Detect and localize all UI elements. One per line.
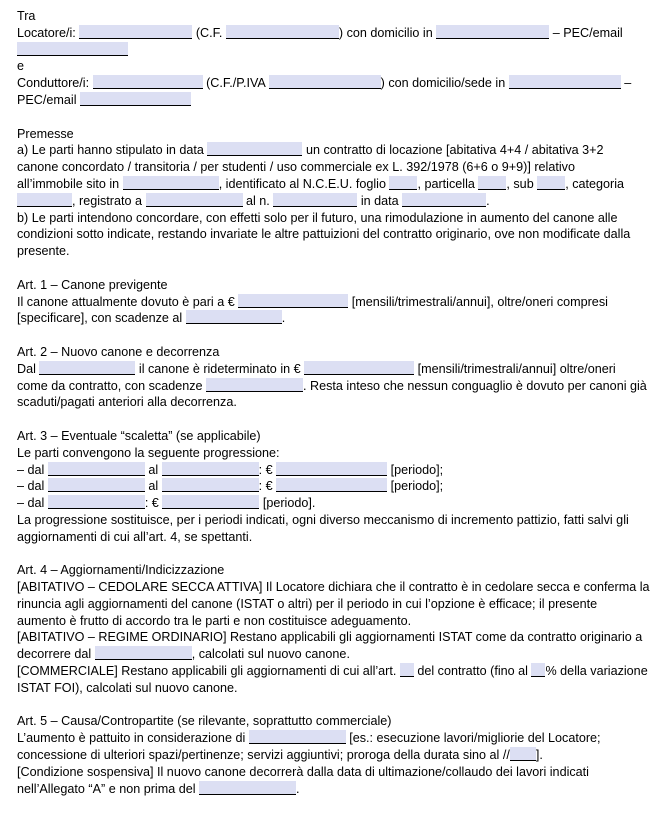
art3-end1 [17,512,661,529]
art4-line4 [17,629,661,646]
locatore-pec-label: – PEC/email [552,25,623,40]
conduttore-dash: – [624,76,632,91]
art4-l6b-text: del contratto (fino al [417,664,528,679]
art2-title [17,344,661,361]
premesse-a3c-text: , particella [417,176,475,191]
art2-l3-text: scaduti/pagati anteriori alla decorrenza. [17,395,237,410]
art1-title-text: Art. 1 – Canone previgente [17,277,168,292]
locatore-domicilio-field[interactable] [436,25,549,39]
art5-title-text: Art. 5 – Causa/Contropartite (se rilevante, soprattutto commerciale) [17,714,392,729]
art4-l6c-text: % della variazione [545,664,648,679]
current-rent-field[interactable] [238,294,348,308]
conduttore-pec-label: PEC/email [17,92,77,107]
conduttore-line [17,75,661,92]
art3-end1-text: La progressione sostituisce, per i periodi indicati, ogni diverso meccanismo di incremento pattizio, fatti salvi gli [17,512,629,527]
art2-l2a-text: come da contratto, con scadenze [17,378,203,393]
istat-percent-field[interactable] [531,663,545,677]
registration-number-field[interactable] [273,193,357,207]
step3-euro-label: : € [144,496,159,511]
locatore-line [17,25,661,42]
premesse-b-line2 [17,226,661,243]
art1-l1b-text: [mensili/trimestrali/annui], oltre/oneri compresi [351,294,608,309]
conduttore-pec-field[interactable] [80,92,191,106]
art4-line2 [17,596,661,613]
premesse-a4b-text: al n. [246,193,270,208]
step1-euro-label: : € [258,462,273,477]
step2-euro-label: : € [258,479,273,494]
art1-l2b-text: . [281,311,286,326]
art5-title [17,713,661,730]
step1-dal-label: – dal [17,462,45,477]
earliest-date-field[interactable] [199,781,296,795]
new-rent-amount-field[interactable] [304,361,414,375]
art1-line1 [17,294,661,311]
article-number-field[interactable] [400,663,414,677]
particella-field[interactable] [478,176,506,190]
art5-l1b-text: [es.: esecuzione lavori/migliorie del Locatore; [349,731,601,746]
e-line [17,58,661,75]
premesse-a3e-text: , categoria [565,176,625,191]
premesse-a3b-text: , identificato al N.C.E.U. foglio [218,176,386,191]
premesse-b2-text: condizioni sotto indicate, restando invariate le altre pattuizioni del contratto originario, ove non modificate dalla [17,227,631,242]
premesse-a4c-text: in data [360,193,399,208]
premesse-b1-text: b) Le parti intendono concordare, con effetti solo per il futuro, una rimodulazione in aumento del canone alle [17,210,618,225]
step3-period-label: [periodo]. [262,496,316,511]
locatore-label: Locatore/i: [17,25,76,40]
art5-l4b-text: . [296,781,300,796]
art4-l4-text: [ABITATIVO – REGIME ORDINARIO] Restano applicabili gli aggiornamenti ISTAT come da contratto originario a [17,630,643,645]
art2-title-text: Art. 2 – Nuovo canone e decorrenza [17,344,220,359]
art3-end2-text: aggiornamenti di cui all’art. 4, se spettanti. [17,529,253,544]
conduttore-cfpiva-field[interactable] [269,75,381,89]
art4-line5 [17,646,661,663]
step-row-2 [17,478,661,495]
art4-line1 [17,579,661,596]
step2-to-field[interactable] [162,478,259,492]
art3-title-text: Art. 3 – Eventuale “scaletta” (se applicabile) [17,428,261,443]
extension-date-field[interactable] [510,747,536,761]
premesse-a1-text: a) Le parti hanno stipulato in data [17,143,204,158]
art3-end2 [17,529,661,546]
sub-field[interactable] [537,176,565,190]
locatore-name-field[interactable] [79,25,192,39]
art4-l5b-text: , calcolati sul nuovo canone. [191,647,350,662]
current-rent-due-field[interactable] [186,310,282,324]
art5-l2a-text: concessione di ulteriori spazi/pertinenze; servizi aggiuntivi; proroga della durata sino al // [17,748,510,763]
art4-title [17,562,661,579]
registrato-field[interactable] [146,193,243,207]
art3-title [17,428,661,445]
art4-l7-text: ISTAT FOI), calcolati sul nuovo canone. [17,680,238,695]
art4-line6 [17,663,661,680]
step2-dal-label: – dal [17,479,45,494]
step-row-1 [17,462,661,479]
premesse-title [17,126,661,143]
locatore-cf-label: (C.F. [195,25,223,40]
step1-to-field[interactable] [162,462,259,476]
registration-date-field[interactable] [402,193,486,207]
consideration-field[interactable] [249,730,346,744]
art1-l2a-text: [specificare], con scadenze al [17,311,183,326]
art5-line2 [17,747,661,764]
art2-line3 [17,394,661,411]
conduttore-label: Conduttore/i: [17,76,90,91]
art1-l1a-text: Il canone attualmente dovuto è pari a € [17,294,235,309]
premesse-a4d-text: . [486,193,490,208]
art1-line2 [17,310,661,327]
art2-line2 [17,378,661,395]
art4-line7 [17,680,661,697]
new-rent-start-field[interactable] [39,361,135,375]
art4-title-text: Art. 4 – Aggiornamenti/Indicizzazione [17,563,225,578]
art5-line4 [17,781,661,798]
art5-l1a-text: L’aumento è pattuito in considerazione di [17,731,246,746]
art2-line1 [17,361,661,378]
art3-intro [17,445,661,462]
art4-l1-text: [ABITATIVO – CEDOLARE SECCA ATTIVA] Il Locatore dichiara che il contratto è in cedolare secca e conferma la [17,580,650,595]
e-text: e [17,59,25,74]
step-row-3 [17,495,661,512]
art1-title [17,277,661,294]
locatore-domicilio-label: ) con domicilio in [338,25,433,40]
step2-amount-field[interactable] [276,478,387,492]
premesse-b-line3 [17,243,661,260]
premesse-title-text: Premesse [17,126,74,141]
premesse-a1b-text: un contratto di locazione [abitativa 4+4 / abitativa 3+2 [305,143,604,158]
art4-l5a-text: decorrere dal [17,647,92,662]
tra-text: Tra [17,9,36,23]
premesse-a4a-text: , registrato a [72,193,142,208]
step2-al-label: al [148,479,159,494]
istat-start-field[interactable] [95,646,192,660]
locatore-cf-field[interactable] [226,25,339,39]
art2-l1b-text: il canone è rideterminato in € [138,361,301,376]
locatore-pec-field[interactable] [17,42,128,56]
step1-amount-field[interactable] [276,462,387,476]
step1-from-field[interactable] [48,462,145,476]
art5-line3 [17,764,661,781]
conduttore-name-field[interactable] [93,75,203,89]
art5-l4a-text: nell’Allegato “A” e non prima del [17,781,196,796]
art4-l6a-text: [COMMERCIALE] Restano applicabili gli aggiornamenti di cui all’art. [17,664,397,679]
art5-l3-text: [Condizione sospensiva] Il nuovo canone decorrerà dalla data di ultimazione/collaudo dei lavori indicati [17,764,589,779]
premesse-a3a-text: all’immobile sito in [17,176,120,191]
step2-from-field[interactable] [48,478,145,492]
art2-l2b-text: . Resta inteso che nessun conguaglio è dovuto per canoni già [303,378,647,393]
contract-date-field[interactable] [207,142,302,156]
step3-from-field[interactable] [48,495,145,509]
art5-l2b-text: ]. [535,748,543,763]
premesse-b3-text: presente. [17,244,70,259]
art4-l2-text: rinuncia agli aggiornamenti del canone (ISTAT o altri) per il periodo in cui l’opzione è efficace; il presente [17,596,598,611]
step1-al-label: al [148,462,159,477]
premesse-a3d-text: , sub [506,176,534,191]
step3-amount-field[interactable] [162,495,259,509]
property-address-field[interactable] [123,176,219,190]
step3-dal-label: – dal [17,496,45,511]
step1-period-label: [periodo]; [390,462,444,477]
premesse-a-line3 [17,176,661,193]
premesse-a-line2 [17,159,661,176]
locatore-pec-line [17,42,661,59]
art4-line3 [17,613,661,630]
foglio-field[interactable] [389,176,417,190]
conduttore-domicilio-field[interactable] [509,75,621,89]
conduttore-cfpiva-label: (C.F./P.IVA [206,76,266,91]
premesse-a2-text: canone concordato / transitoria / per studenti / uso commerciale ex L. 392/1978 (6+6 o 9+9)] relativo [17,160,575,175]
conduttore-domicilio-label: ) con domicilio/sede in [380,76,506,91]
art3-intro-text: Le parti convengono la seguente progressione: [17,445,280,460]
premesse-a-line1 [17,142,661,159]
art4-l3-text: aumento è frutto di accordo tra le parti e non costituisce adeguamento. [17,613,412,628]
new-rent-due-field[interactable] [206,378,303,392]
art2-l1c-text: [mensili/trimestrali/annui] oltre/oneri [417,361,616,376]
premesse-b-line1 [17,210,661,227]
categoria-field[interactable] [17,193,72,207]
art5-line1 [17,730,661,747]
tra-line [17,8,661,25]
premesse-a-line4 [17,193,661,210]
conduttore-pec-line [17,92,661,109]
art2-l1a-text: Dal [17,361,36,376]
step2-period-label: [periodo]; [390,479,444,494]
